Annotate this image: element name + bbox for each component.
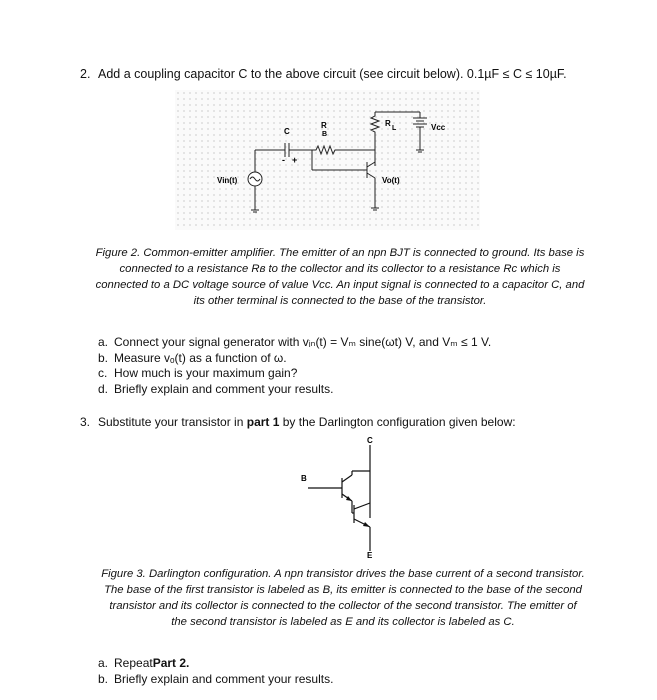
label-r: R [321, 121, 327, 130]
caption-line: the second transistor is labeled as E and its collector is labeled as C. [171, 616, 515, 628]
circuit-diagram [175, 90, 480, 230]
caption-line: The base of the first transistor is labeled as B, its emitter is connected to the base of the second [104, 584, 582, 596]
question-3: 3. Substitute your transistor in part 1 by the Darlington configuration given below: [80, 415, 516, 429]
list-item: c. How much is your maximum gain? [98, 366, 298, 380]
figure-2-circuit [175, 90, 480, 230]
label-vin: Vin(t) [217, 176, 238, 185]
label-b: B [301, 474, 307, 483]
label-c: C [284, 127, 290, 136]
label-minus: - [282, 155, 285, 165]
label-vcc: Vcc [431, 123, 446, 132]
darlington-diagram [290, 433, 390, 558]
question-3-number: 3. [80, 415, 91, 429]
label-e: E [367, 551, 373, 558]
caption-line: its other terminal is connected to the base of the transistor. [193, 295, 487, 307]
figure-3-darlington [290, 433, 390, 558]
question-2-items [98, 335, 491, 397]
label-plus: + [292, 155, 298, 165]
list-item: a. Repeat Part 2. [98, 656, 190, 670]
question-2-text: Add a coupling capacitor C to the above circuit (see circuit below). 0.1µF ≤ C ≤ 10µF. [98, 67, 567, 81]
question-3-items [98, 656, 333, 687]
list-item: b. Briefly explain and comment your results. [98, 671, 334, 686]
caption-line: transistor and its collector is connected to the collector of the second transistor. The emitter of [109, 600, 577, 612]
caption-line: Figure 2. Common-emitter amplifier. The emitter of an npn BJT is connected to ground. Its base is [95, 247, 585, 259]
figure-2-caption [75, 245, 605, 309]
list-item: a. Connect your signal generator with vᵢₙ(t) = Vₘ sine(ωt) V, and Vₘ ≤ 1 V. [98, 335, 492, 349]
figure-3-caption [78, 566, 608, 630]
caption-line: connected to a DC voltage source of value Vcc. An input signal is connected to a capacitor C, and [95, 279, 585, 291]
label-vo: Vo(t) [382, 176, 400, 185]
caption-line: connected to a resistance Rʙ to the collector and its collector to a resistance Rc which is [119, 263, 561, 275]
question-2 [80, 67, 567, 81]
label-rl-r: R [385, 119, 391, 128]
question-2-number: 2. [80, 67, 91, 81]
list-item: b. Measure vₒ(t) as a function of ω. [98, 350, 287, 365]
label-b: B [322, 131, 328, 138]
list-item: d. Briefly explain and comment your results. [98, 381, 334, 396]
label-rl-l: L [392, 125, 397, 132]
label-c: C [367, 436, 373, 445]
emitter-arrow-icon [363, 522, 370, 527]
caption-line: Figure 3. Darlington configuration. A npn transistor drives the base current of a second transistor. [101, 568, 585, 580]
